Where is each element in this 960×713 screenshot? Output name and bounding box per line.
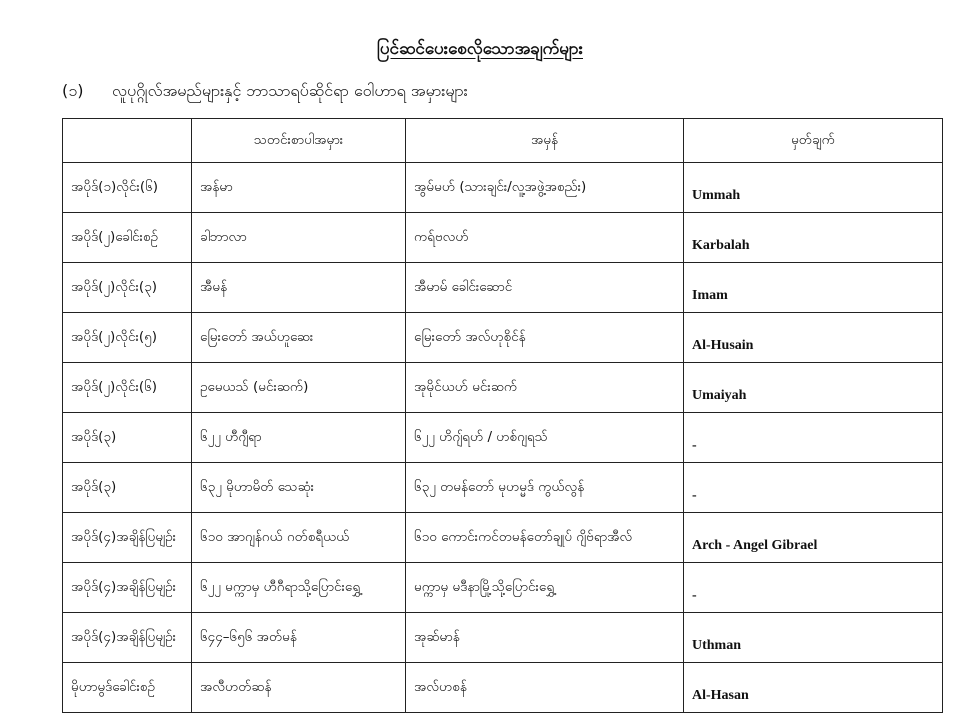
document-title — [0, 38, 960, 63]
cell-note: Karbalah — [684, 213, 943, 263]
corrections-table — [62, 118, 943, 713]
cell-correct: မြေးတော် အလ်ဟုစိုင်န် — [406, 313, 684, 363]
table-row — [63, 563, 943, 613]
cell-correct: အီမာမ် ခေါင်းဆောင် — [406, 263, 684, 313]
cell-correct: ကရ်ဗလဟ် — [406, 213, 684, 263]
table-row — [63, 463, 943, 513]
cell-reference: မိုဟာမွဒ်ခေါင်းစဉ် — [63, 663, 192, 713]
cell-wrong: အန်မာ — [192, 163, 406, 213]
cell-note: Umaiyah — [684, 363, 943, 413]
cell-correct: ၆၂၂ ဟိဂျ်ရဟ် / ဟစ်ဂျရသ် — [406, 413, 684, 463]
table-row — [63, 413, 943, 463]
cell-reference: အပိုဒ်(၃) — [63, 413, 192, 463]
cell-wrong: ၆၃၂ မိုဟာမိတ် သေဆုံး — [192, 463, 406, 513]
cell-wrong: ဥမေယသ် (မင်းဆက်) — [192, 363, 406, 413]
table-row — [63, 363, 943, 413]
cell-note: - — [684, 563, 943, 613]
cell-note: Uthman — [684, 613, 943, 663]
cell-correct: အုမိုင်ယဟ် မင်းဆက် — [406, 363, 684, 413]
header-reference — [63, 119, 192, 163]
cell-wrong: အလီဟတ်ဆန် — [192, 663, 406, 713]
cell-correct: ၆၃၂ တမန်တော် မုဟမ္မဒ် ကွယ်လွန် — [406, 463, 684, 513]
cell-reference: အပိုဒ်(၄)အချိန်ပြမျဉ်း — [63, 513, 192, 563]
cell-wrong: ၆၄၄–၆၅၆ အတ်မန် — [192, 613, 406, 663]
section-heading — [62, 80, 468, 104]
cell-note: Al-Husain — [684, 313, 943, 363]
document-title-text: ပြင်ဆင်ပေးစေလိုသောအချက်များ — [376, 39, 583, 59]
cell-wrong: ခါဘာလာ — [192, 213, 406, 263]
header-wrong: သတင်းစာပါအမှား — [192, 119, 406, 163]
section-number: (၁) — [62, 81, 84, 100]
table-row — [63, 613, 943, 663]
cell-note: Ummah — [684, 163, 943, 213]
section-heading-text: လူပုဂ္ဂိုလ်အမည်များနှင့် ဘာသာရပ်ဆိုင်ရာ ဝေါဟာရ အမှားများ — [112, 81, 468, 100]
cell-reference: အပိုဒ်(၂)ခေါင်းစဉ် — [63, 213, 192, 263]
cell-note: Al-Hasan — [684, 663, 943, 713]
cell-wrong: မြေးတော် အယ်ဟူဆေး — [192, 313, 406, 363]
cell-note: - — [684, 413, 943, 463]
cell-wrong: ၆၁၀ အာဂျန်ဂယ် ဂတ်စရီယယ် — [192, 513, 406, 563]
header-correct: အမှန် — [406, 119, 684, 163]
header-note: မှတ်ချက် — [684, 119, 943, 163]
table-header-row — [63, 119, 943, 163]
cell-reference: အပိုဒ်(၄)အချိန်ပြမျဉ်း — [63, 613, 192, 663]
table-row — [63, 263, 943, 313]
cell-correct: အုဆ်မာန် — [406, 613, 684, 663]
cell-reference: အပိုဒ်(၄)အချိန်ပြမျဉ်း — [63, 563, 192, 613]
cell-correct: အလ်ဟစန် — [406, 663, 684, 713]
table-row — [63, 513, 943, 563]
cell-reference: အပိုဒ်(၁)လိုင်း(၆) — [63, 163, 192, 213]
cell-correct: ၆၁၀ ကောင်းကင်တမန်တော်ချုပ် ဂျိဗ်ရာအီလ် — [406, 513, 684, 563]
cell-reference: အပိုဒ်(၃) — [63, 463, 192, 513]
cell-wrong: ၆၂၂ ဟီဂျီရာ — [192, 413, 406, 463]
table-row — [63, 313, 943, 363]
cell-reference: အပိုဒ်(၂)လိုင်း(၃) — [63, 263, 192, 313]
cell-correct: အွမ်မဟ် (သားချင်း/လူ့အဖွဲ့အစည်း) — [406, 163, 684, 213]
cell-reference: အပိုဒ်(၂)လိုင်း(၅) — [63, 313, 192, 363]
cell-correct: မက္ကာမှ မဒီနာမြို့သို့ပြောင်းရွှေ့ — [406, 563, 684, 613]
table-row — [63, 163, 943, 213]
cell-reference: အပိုဒ်(၂)လိုင်း(၆) — [63, 363, 192, 413]
cell-note: Arch - Angel Gibrael — [684, 513, 943, 563]
table-row — [63, 663, 943, 713]
cell-wrong: ၆၂၂ မက္ကာမှ ဟီဂီရာသို့ပြောင်းရွှေ့ — [192, 563, 406, 613]
table-row — [63, 213, 943, 263]
cell-wrong: အီမန် — [192, 263, 406, 313]
cell-note: - — [684, 463, 943, 513]
cell-note: Imam — [684, 263, 943, 313]
